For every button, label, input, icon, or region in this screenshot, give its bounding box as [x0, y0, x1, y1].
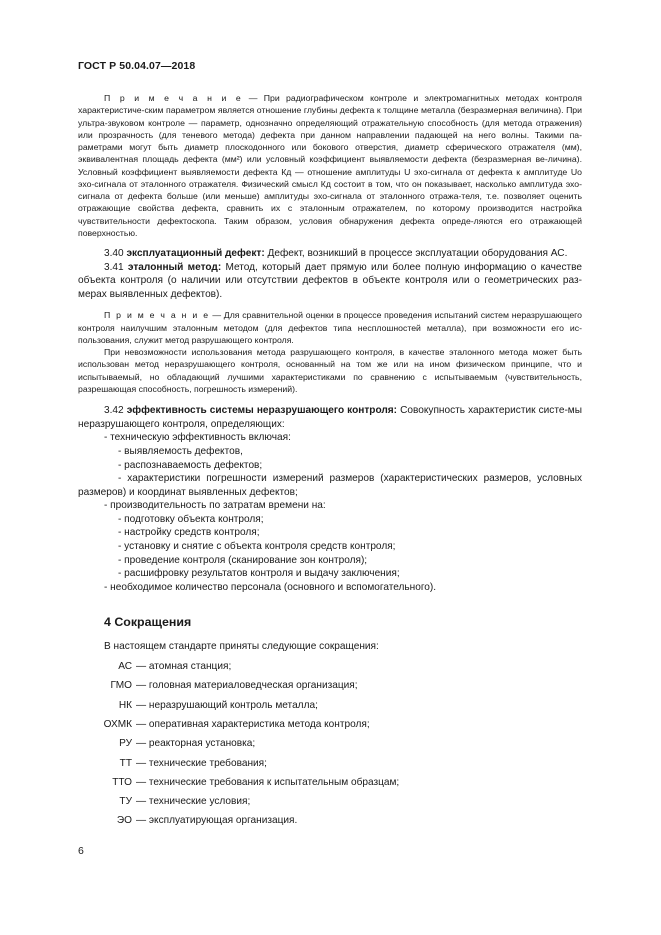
abbreviation-row — [78, 657, 582, 676]
list-item: - производительность по затратам времени на: — [104, 500, 326, 512]
note-paragraph — [78, 309, 582, 346]
abbreviation-description: — оперативная характеристика метода контроля; — [136, 718, 370, 730]
definition-3-41 — [78, 261, 582, 302]
list-item: - расшифровку результатов контроля и выдачу заключения; — [118, 568, 400, 580]
definition-number: 3.41 — [104, 261, 128, 273]
document-header: ГОСТ Р 50.04.07—2018 — [78, 60, 196, 72]
abbreviation-row — [78, 811, 582, 830]
abbreviation-code: АС — [118, 661, 132, 673]
page-content — [78, 92, 582, 831]
abbreviation-description: — эксплуатирующая организация. — [136, 815, 298, 827]
abbreviation-code: РУ — [119, 738, 132, 750]
abbreviation-code: ГМО — [110, 680, 132, 692]
note-text: — Для сравнительной оценки в процессе проведения испытаний систем неразрушающего контроля наилучшим эталонным методом (для дефектов типа несплошностей металла), при возможности его ис-пользования, служит метод разрушающего контроля. — [78, 310, 582, 345]
note-paragraph — [78, 92, 582, 239]
definition-number: 3.40 — [104, 248, 127, 259]
abbreviation-description: — технические условия; — [136, 796, 251, 808]
list-item: - установку и снятие с объекта контроля средств контроля; — [118, 541, 396, 553]
abbreviation-description: — технические требования к испытательным образцам; — [136, 776, 400, 788]
definition-3-40 — [78, 247, 582, 261]
abbreviation-row — [78, 676, 582, 695]
section-intro: В настоящем стандарте приняты следующие сокращения: — [104, 641, 379, 653]
list-item: - подготовку объекта контроля; — [118, 513, 264, 525]
definition-text: Метод, который дает прямую или более полную информацию о качестве объекта контроля (о наличии или отсутствии дефектов в объекте контроля или о геометрических раз-мерах выявленных дефектов). — [78, 261, 583, 300]
abbreviation-description: — головная материаловедческая организация; — [136, 680, 358, 692]
definition-term: эталонный метод: — [127, 261, 222, 273]
note-label: П р и м е ч а н и е — [104, 93, 243, 103]
list-item: - выявляемость дефектов, — [118, 445, 243, 457]
effectiveness-list — [78, 431, 582, 594]
note-paragraph-continued: При невозможности использования метода разрушающего контроля, в качестве эталонного метода может быть использован метод неразрушающего контроля, основанный на том же или на ином физическом принципе, что и испытываемый, но обладающий лучшими характеристиками по сравнению с испытываемым (чувствительность, разрешающая способность, погрешность измерений). — [78, 347, 582, 394]
abbreviation-description: — неразрушающий контроль металла; — [136, 699, 318, 711]
abbreviation-row — [78, 754, 582, 773]
abbreviation-code: ТТ — [119, 757, 132, 769]
page-number: 6 — [78, 845, 84, 857]
note-text: — При радиографическом контроле и электромагнитных методах контроля характеристиче-ским параметром является отношение глубины дефекта к толщине металла (безразмерная величина). При ультра-звуковом контроле — параметр, однозначно определяющий отражательную способность (для метода отражения) или прозрачность (для теневого метода) дефекта при данном направлении падающей на него волны. Такими па-раметрами могут быть диаметр плоскодонного или бокового отверстия, диаметр сферического отражателя (мм), эквивалентная площадь дефекта (мм²) или условный коэффициент выявляемости дефекта (безразмерная ве-личина). Условный коэффициент выявляемости дефекта Кд — отношение амплитуды U эхо-сигнала от дефекта к амплитуде Uo эхо-сигнала от эталонного отражателя. Физический смысл Кд состоит в том, что он показывает, насколько амплитуда эхо-сигнала от дефекта больше (или меньше) амплитуды эхо-сигнала от эталонного отража-теля, т.е. позволяет оценить отражающие свойства дефекта, сравнить их с эталонным отражателем, по которому производится настройка чувствительности дефектоскопа. Таким образом, условия обнаружения дефекта опреде-ляются его отражающей поверхностью. — [78, 93, 583, 238]
list-item: - проведение контроля (сканирование зон контроля); — [118, 554, 368, 566]
abbreviation-row — [78, 792, 582, 811]
definition-3-42 — [78, 404, 582, 431]
list-item: - необходимое количество персонала (основного и вспомогательного). — [104, 581, 437, 593]
abbreviation-code: ЭО — [116, 815, 132, 827]
abbreviation-row — [78, 715, 582, 734]
abbreviation-row — [78, 696, 582, 715]
definition-text: Совокупность характеристик систе-мы неразрушающего контроля, определяющих: — [78, 405, 582, 430]
abbreviation-description: — технические требования; — [136, 757, 267, 769]
abbreviation-code: ТУ — [119, 796, 132, 808]
definition-number: 3.42 — [104, 405, 127, 417]
note-label: П р и м е ч а н и е — [104, 310, 210, 321]
abbreviation-row — [78, 734, 582, 753]
abbreviation-code: НК — [118, 699, 132, 711]
abbreviation-code: ОХМК — [103, 718, 132, 730]
list-item: - распознаваемость дефектов; — [118, 459, 263, 471]
list-item: - характеристики погрешности измерений размеров (характеристических размеров, условных размеров) и координат выявленных дефектов; — [78, 473, 582, 498]
abbreviations-list — [78, 657, 582, 831]
definition-term: эксплуатационный дефект: — [126, 248, 265, 259]
list-item: - настройку средств контроля; — [118, 527, 260, 539]
abbreviation-code: ТТО — [112, 776, 132, 788]
definition-text: Дефект, возникший в процессе эксплуатации оборудования АС. — [264, 248, 568, 259]
definition-term: эффективность системы неразрушающего контроля: — [126, 405, 398, 417]
list-item: - техническую эффективность включая: — [104, 432, 291, 444]
section-heading: 4 Сокращения — [104, 615, 192, 630]
abbreviation-description: — реакторная установка; — [136, 738, 256, 750]
abbreviation-description: — атомная станция; — [136, 661, 232, 673]
abbreviation-row — [78, 773, 582, 792]
